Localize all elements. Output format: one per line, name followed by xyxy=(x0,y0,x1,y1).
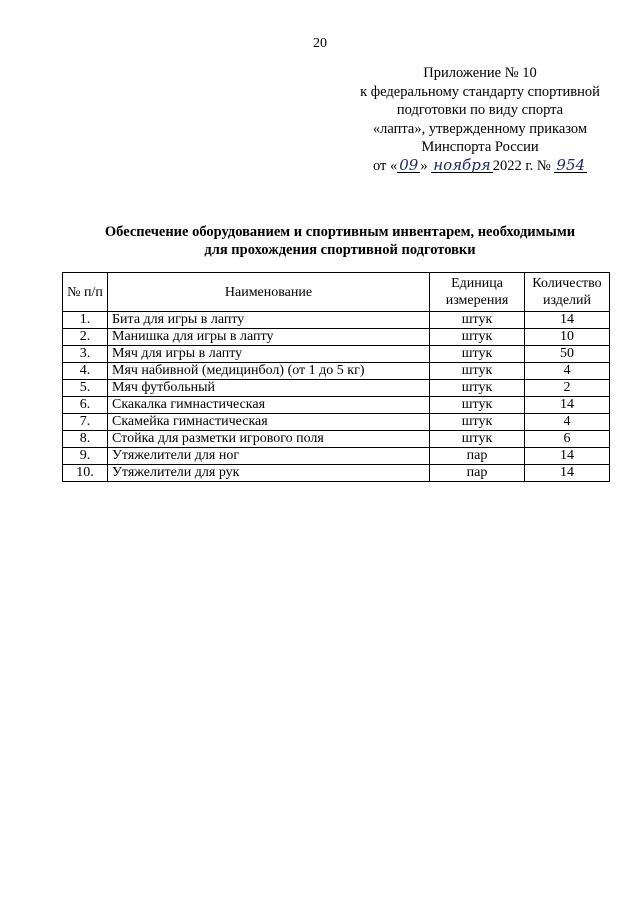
document-title xyxy=(60,223,620,259)
header-name: Наименование xyxy=(108,273,430,312)
date-mid: » xyxy=(420,157,428,174)
cell-name: Скакалка гимнастическая xyxy=(108,397,430,414)
equipment-table xyxy=(62,272,610,482)
cell-num: 5. xyxy=(63,380,108,397)
cell-qty: 10 xyxy=(525,329,610,346)
handwritten-day: 09 xyxy=(399,155,419,174)
cell-qty: 14 xyxy=(525,465,610,482)
cell-num: 3. xyxy=(63,346,108,363)
order-date-line xyxy=(344,157,616,176)
header-qty: Количество изделий xyxy=(525,273,610,312)
cell-unit: пар xyxy=(430,448,525,465)
date-prefix: от « xyxy=(372,157,398,174)
cell-qty: 4 xyxy=(525,363,610,380)
cell-qty: 6 xyxy=(525,431,610,448)
title-line: Обеспечение оборудованием и спортивным инвентарем, необходимыми xyxy=(104,224,576,240)
table-row xyxy=(63,380,610,397)
table-row xyxy=(63,363,610,380)
appendix-line: «лапта», утвержденному приказом xyxy=(372,120,588,137)
cell-name: Утяжелители для рук xyxy=(108,465,430,482)
cell-num: 4. xyxy=(63,363,108,380)
header-unit: Единица измерения xyxy=(430,273,525,312)
cell-unit: штук xyxy=(430,397,525,414)
cell-name: Манишка для игры в лапту xyxy=(108,329,430,346)
title-line: для прохождения спортивной подготовки xyxy=(204,242,476,258)
cell-qty: 14 xyxy=(525,312,610,329)
handwritten-order-number: 954 xyxy=(556,155,586,174)
table-row xyxy=(63,465,610,482)
cell-unit: штук xyxy=(430,312,525,329)
cell-qty: 50 xyxy=(525,346,610,363)
table-row xyxy=(63,431,610,448)
table-row xyxy=(63,312,610,329)
appendix-title: Приложение № 10 xyxy=(423,65,537,81)
appendix-line: Минспорта России xyxy=(421,139,539,155)
cell-unit: штук xyxy=(430,346,525,363)
handwritten-month: ноября xyxy=(433,155,491,174)
cell-num: 6. xyxy=(63,397,108,414)
cell-unit: штук xyxy=(430,380,525,397)
cell-qty: 14 xyxy=(525,448,610,465)
table-row xyxy=(63,346,610,363)
cell-num: 10. xyxy=(63,465,108,482)
cell-num: 9. xyxy=(63,448,108,465)
cell-unit: штук xyxy=(430,414,525,431)
cell-name: Мяч для игры в лапту xyxy=(108,346,430,363)
cell-num: 1. xyxy=(63,312,108,329)
cell-num: 2. xyxy=(63,329,108,346)
table-header-row xyxy=(63,273,610,312)
cell-name: Стойка для разметки игрового поля xyxy=(108,431,430,448)
table-row xyxy=(63,397,610,414)
cell-num: 8. xyxy=(63,431,108,448)
appendix-header xyxy=(344,64,616,175)
cell-qty: 4 xyxy=(525,414,610,431)
cell-unit: штук xyxy=(430,329,525,346)
date-year: 2022 г. № xyxy=(492,157,551,174)
header-num: № п/п xyxy=(63,273,108,312)
cell-num: 7. xyxy=(63,414,108,431)
appendix-line: подготовки по виду спорта xyxy=(396,102,564,118)
cell-unit: штук xyxy=(430,363,525,380)
cell-name: Мяч футбольный xyxy=(108,380,430,397)
table-row xyxy=(63,414,610,431)
table-row xyxy=(63,448,610,465)
table-row xyxy=(63,329,610,346)
cell-name: Утяжелители для ног xyxy=(108,448,430,465)
cell-qty: 2 xyxy=(525,380,610,397)
cell-qty: 14 xyxy=(525,397,610,414)
cell-name: Мяч набивной (медицинбол) (от 1 до 5 кг) xyxy=(108,363,430,380)
appendix-line: к федеральному стандарту спортивной xyxy=(360,83,600,100)
cell-unit: штук xyxy=(430,431,525,448)
page-number: 20 xyxy=(313,36,327,51)
cell-name: Бита для игры в лапту xyxy=(108,312,430,329)
cell-unit: пар xyxy=(430,465,525,482)
cell-name: Скамейка гимнастическая xyxy=(108,414,430,431)
